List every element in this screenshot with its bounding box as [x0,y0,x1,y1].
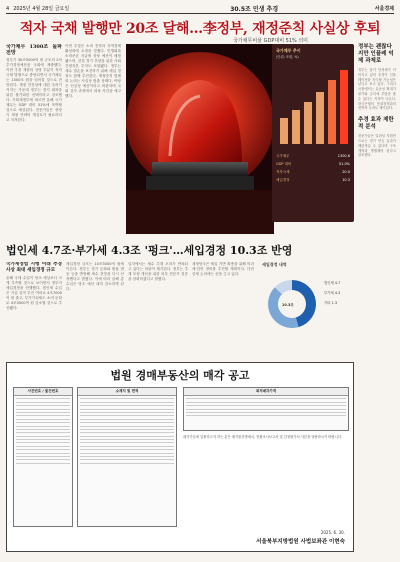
notice-title: 법원 경매부동산의 매각 공고 [110,369,250,382]
notice-table-3: 최저매각가격 [183,387,349,431]
notice-text: 매각기일에 입찰하고자 하는 분은 매각물건명세서, 현황조사보고서 및 감정평가서 사본을 열람하시기 바랍니다. [183,435,343,439]
notice-table-2: 소재지 및 면적 [77,387,177,527]
chart-unit: (단위: 조원, %) [276,55,299,59]
notice-table-1: 사건번호 / 물건번호 [13,387,73,527]
table-row: 적자국채 20.0 [276,170,350,174]
main-headline: 적자 국채 발행만 20조 달해…李정부, 재정준칙 사실상 후퇴 [19,21,381,37]
article-column-1 [6,44,62,234]
table-row: 국가채무 1300.6 [276,154,350,158]
second-column-2: 세입경정 규모는 10조3000억 원에 이른다. 정부는 경기 둔화와 환율 변동 등을 반영해 세수 전망을 다시 산정했다고 밝혔다. 이에 따라 올해 총수입은 당초 예산 대비 감소하게 된다. [66,262,124,291]
column-subheading: 국가채무 1300조 돌파 전망 [6,44,62,56]
column-text: 이번 추경은 소비 진작과 지역경제 활성화에 초점을 맞췄다. 민생회복 소비쿠폰 지급에 상당 예산이 배정됐으며, 건설 경기 부양을 위한 사회간접자본 투자도 포함됐다. 정부는 세수 결손을 보전하기 위해 세입 경정도 함께 추진한다. 재정준칙 법제화 논의는 사실상 멈춘 상태다. 야당은 선심성 예산이라고 비판하며 국회 심사 과정에서 대폭 삭감을 예고했다. [65,44,121,98]
court-auction-notice [6,362,354,552]
donut-slice [268,287,299,328]
notice-date: 2025. 6. 30. [320,530,345,535]
table-row: GDP 대비 51.0% [276,162,350,166]
sidebar-text-2: 전문가들은 일회성 지원만으로는 경기 반등 효과가 제한적일 수 있다며 구조 개혁과 병행해야 한다고 강조했다. [358,134,396,158]
second-subheading: 국가재정법 시행 이래 추경 사상 최대 세입경정 규모 [6,262,62,273]
issue-date: 2025년 4월 28일 금요일 [13,6,70,12]
second-column-4: 재정당국은 세입 기반 확충을 위해 비과세·감면 정비를 추진할 계획이다. 다만 증세 논의에는 선을 긋고 있다. [192,262,254,276]
page-header [6,4,394,14]
section-title: 30.5조 민생 추경 [230,6,279,13]
sidebar-heading: 정부는 괜찮다지만 인플레 억제 과제로 [358,44,394,64]
sidebar-heading-2: 추경 효과 제한적 분석 [358,117,394,131]
donut-center-label: 10.3조 [282,303,294,307]
donut-title: 세입경정 내역 [262,262,287,267]
chart-bars [276,62,350,148]
column-text: 정부가 30조5000억 원 규모의 2차 추가경정예산을 국회에 제출했다. 이번 추경 재원의 상당 부분이 적자국채 발행으로 충당되면서 국가채무는 1300조 원을 넘어설 것으로 전망된다. 재정 건전성에 대한 우려가 커지는 가운데 정부는 경기 회복을 위한 불가피한 선택이라고 강조했다. 기획재정부에 따르면 올해 국가채무는 GDP 대비 51%에 육박할 것으로 예상된다. 전문가들은 중장기 재정 전략의 재검토가 필요하다고 지적한다. [6,58,62,122]
tax-revision-donut [258,262,354,354]
second-column-1: 국가재정법 시행 이래 추경 사상 최대 세입경정 규모 올해 국세 수입이 당초 예상보다 크게 부족할 것으로 보이면서 정부가 세입경정을 단행했다. 법인세 수입은 기업 실적 부진 여파로 4조7000억 원 줄고, 부가가치세도 소비 둔화로 4조3000억 원 감소할 것으로 추산됐다. [6,262,62,310]
page-number: 4 [6,5,10,12]
legend-item: 기타 1.3 [324,301,338,305]
main-subhead: 국가채무비율 GDP대비 51% 의미 [233,38,308,44]
siren-photo [126,44,274,234]
chart-title: 국가채무 추이 [276,48,301,53]
sidebar-column [358,44,396,544]
notice-issuer: 서울북부지방법원 사법보좌관 이현숙 [256,539,345,545]
sidebar-text: 정부는 물가 안정세가 이어지고 있어 추경이 인플레이션을 자극할 가능성은 낮다고 보고 있다. 그러나 시장에서는 유동성 확대가 물가와 금리에 부담을 줄 수 있다는 지적이 나온다. 한국은행의 통화정책과의 엇박자 우려도 제기된다. [358,68,396,111]
legend-item: 법인세 4.7 [324,281,341,285]
legend-item: 부가세 4.3 [324,291,341,295]
debt-info-chart [272,44,354,222]
paper-name: 서울경제 [374,6,394,12]
article-column-2 [65,44,121,234]
table-row: 세입경정 10.3 [276,178,350,182]
second-column-3: 일각에서는 세수 추계 오차가 반복되고 있다는 비판이 제기된다. 정부는 추계 모형 개선을 위한 외부 전문가 검증을 강화하겠다고 밝혔다. [128,262,188,281]
second-headline: 법인세 4.7조·부가세 4.3조 '펑크'…세입경정 10.3조 반영 [6,244,293,257]
